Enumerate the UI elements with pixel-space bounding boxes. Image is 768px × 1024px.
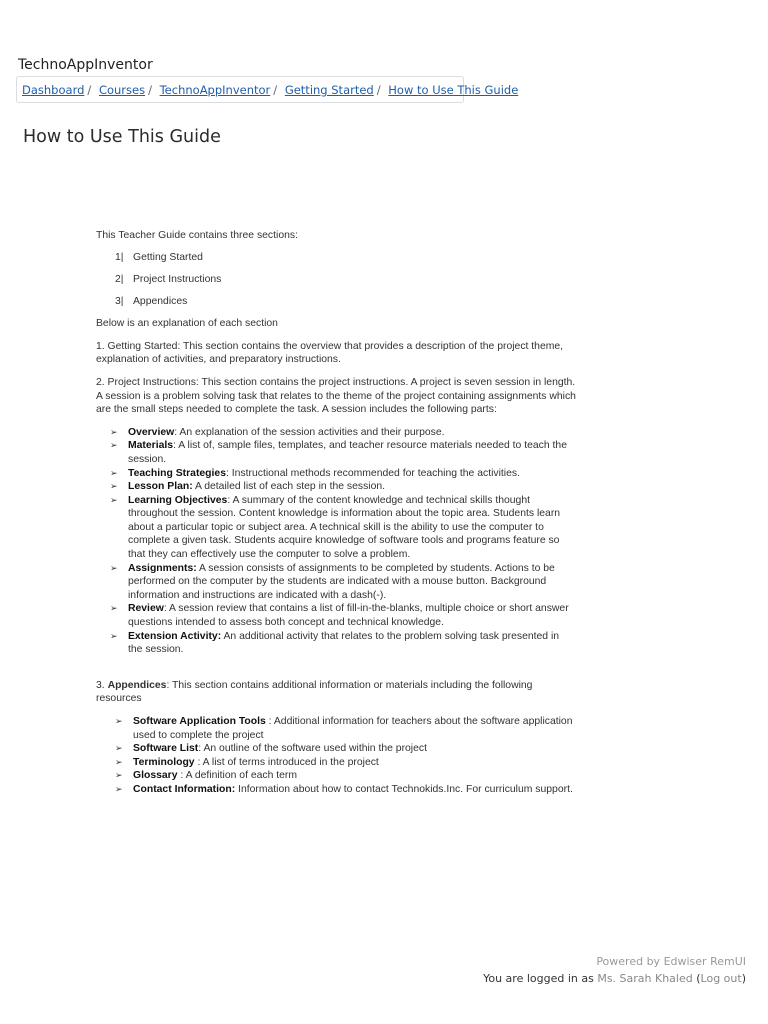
breadcrumb-separator: / [376,83,381,97]
breadcrumb-link-course[interactable]: TechnoAppInventor [159,83,271,97]
session-part-item: ➢ Extension Activity: An additional activity that relates to the problem solving task presented in the session. [110,630,560,656]
arrow-bullet-icon: ➢ [110,562,118,573]
user-profile-link[interactable]: Ms. Sarah Khaled [597,972,693,985]
arrow-bullet-icon: ➢ [110,630,118,641]
arrow-bullet-icon: ➢ [110,426,118,437]
powered-by-text: Powered by Edwiser RemUI [596,955,746,968]
login-info: You are logged in as Ms. Sarah Khaled (Log out) [483,972,746,985]
page-footer [483,955,746,985]
project-instructions-description: 2. Project Instructions: This section contains the project instructions. A project is seven session in length. A session is a problem solving task that relates to the theme of the project containing assignments which are the small steps needed to complete the task. A session includes the following parts: [96,376,576,416]
section-list-item: 2| Project Instructions [115,273,222,285]
guide-content [96,229,576,797]
session-part-item: ➢ Teaching Strategies: Instructional methods recommended for teaching the activities. [110,467,520,479]
arrow-bullet-icon: ➢ [110,603,118,614]
resources-list [115,715,576,797]
breadcrumb-separator: / [87,83,92,97]
breadcrumb-link-section[interactable]: Getting Started [284,83,374,97]
appendices-description: 3. Appendices: This section contains additional information or materials including the following resources [96,679,533,705]
session-part-item: ➢ Overview: An explanation of the session activities and their purpose. [110,426,445,438]
section-list-item: 3| Appendices [115,295,188,307]
resource-item: ➢ Software List: An outline of the software used within the project [115,743,427,755]
resource-item: ➢ Contact Information: Information about how to contact Technokids.Inc. For curriculum support. [115,783,573,795]
breadcrumb-separator: / [148,83,152,97]
arrow-bullet-icon: ➢ [115,756,123,767]
breadcrumb-separator: / [273,83,278,97]
site-name: TechnoAppInventor [18,57,153,73]
arrow-bullet-icon: ➢ [110,440,118,451]
session-part-item: ➢ Lesson Plan: A detailed list of each step in the session. [110,481,386,493]
session-part-item: ➢ Learning Objectives: A summary of the content knowledge and technical skills thought throughout the session. Content knowledge is information about the topic area. Students learn about a particular topic or subject area. A technical skill is the ability to use the computer to complete a given task. Students acquire knowledge of software tools and programs feature so that they can effectively use the computer to solve a problem. [110,494,561,561]
breadcrumb-link-dashboard[interactable]: Dashboard [22,83,85,97]
session-part-item: ➢ Assignments: A session consists of assignments to be completed by students. Actions to be performed on the computer by the students are indicated with a mouse button. Background information and instructions are indicated with a dash(-). [110,562,555,601]
arrow-bullet-icon: ➢ [115,743,123,754]
arrow-bullet-icon: ➢ [115,716,123,726]
breadcrumb [16,76,519,103]
session-part-item: ➢ Materials: A list of, sample files, templates, and teacher resource materials needed to teach the session. [110,440,567,465]
breadcrumb-link-courses[interactable]: Courses [98,83,146,97]
guide-intro: This Teacher Guide contains three sections: [96,230,298,241]
logout-link[interactable]: Log out [700,972,742,985]
breadcrumb-link-current-page[interactable]: How to Use This Guide [388,83,519,97]
session-part-item: ➢ Review: A session review that contains a list of fill-in-the-blanks, multiple choice or short answer questions intended to assess both concept and technical knowledge. [110,603,569,629]
resource-item: ➢ Software Application Tools : Additional information for teachers about the software application used to complete the project [115,716,573,741]
section-list [96,251,576,309]
section-list-item: 1| Getting Started [115,251,203,263]
arrow-bullet-icon: ➢ [115,770,123,781]
session-parts-list [110,426,576,657]
arrow-bullet-icon: ➢ [110,481,118,492]
resource-item: ➢ Terminology : A list of terms introduced in the project [115,756,379,768]
arrow-bullet-icon: ➢ [110,467,118,478]
page-title: How to Use This Guide [23,127,221,147]
getting-started-description: 1. Getting Started: This section contains the overview that provides a description of the project theme, explanation of activities, and preparatory instructions. [96,340,564,366]
explanation-intro: Below is an explanation of each section [96,318,278,330]
resource-item: ➢ Glossary : A definition of each term [115,770,298,782]
arrow-bullet-icon: ➢ [110,494,118,505]
arrow-bullet-icon: ➢ [115,783,123,794]
